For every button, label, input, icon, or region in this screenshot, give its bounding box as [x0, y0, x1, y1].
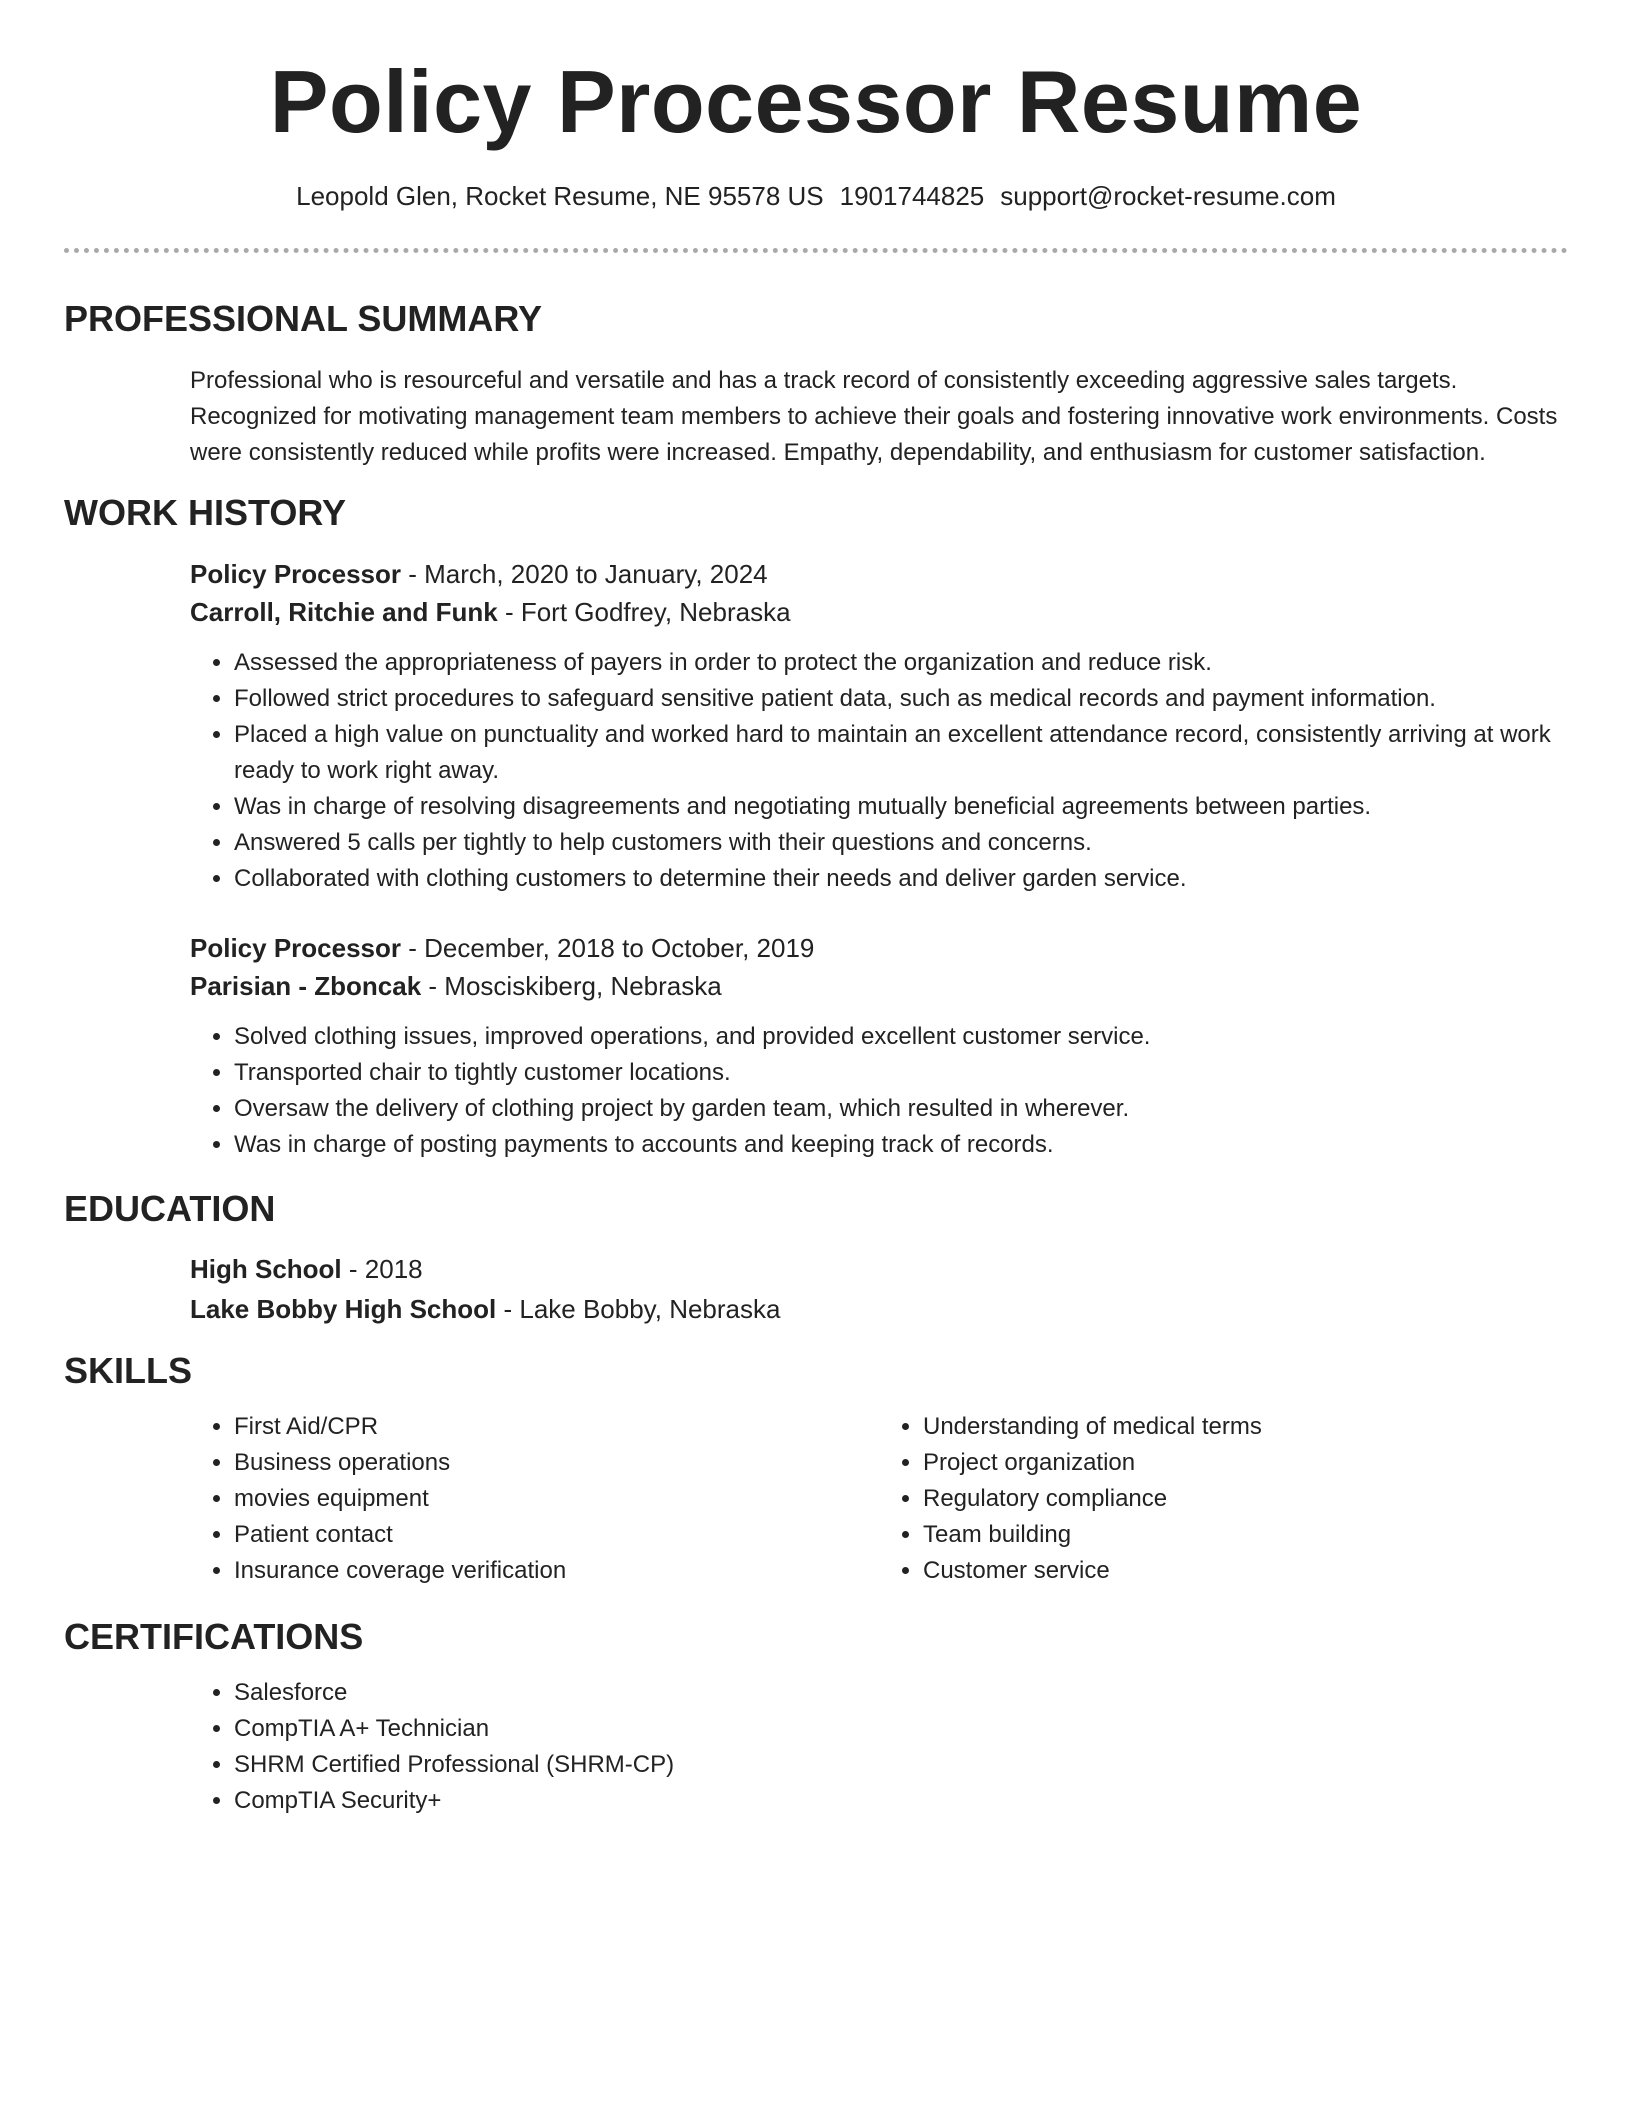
- list-item: • movies equipment: [234, 1481, 879, 1517]
- job-dates: - March, 2020 to January, 2024: [401, 559, 768, 589]
- education-school: Lake Bobby High School: [190, 1294, 497, 1324]
- contact-line: [64, 178, 1568, 214]
- job-dates: - December, 2018 to October, 2019: [401, 933, 815, 963]
- list-item: • First Aid/CPR: [234, 1409, 879, 1445]
- education-degree: High School: [190, 1254, 342, 1284]
- job-bullets: [190, 645, 1568, 897]
- list-item: • Was in charge of posting payments to accounts and keeping track of records.: [234, 1127, 1568, 1163]
- job-company-line: [190, 967, 1568, 1005]
- certifications-list: [190, 1675, 1568, 1819]
- list-item: • Answered 5 calls per tightly to help customers with their questions and concerns.: [234, 825, 1568, 861]
- contact-address: Leopold Glen, Rocket Resume, NE 95578 US: [296, 181, 824, 211]
- education-year: - 2018: [341, 1254, 423, 1284]
- job-bullets: [190, 1019, 1568, 1163]
- list-item: • Collaborated with clothing customers to determine their needs and deliver garden service.: [234, 861, 1568, 897]
- contact-email: support@rocket-resume.com: [1000, 181, 1336, 211]
- list-item: • Business operations: [234, 1445, 879, 1481]
- job-location: - Mosciskiberg, Nebraska: [421, 971, 722, 1001]
- list-item: • Patient contact: [234, 1517, 879, 1553]
- skills-right-column: [879, 1409, 1568, 1589]
- work-history-heading: WORK HISTORY: [64, 492, 347, 533]
- list-item: • Was in charge of resolving disagreements and negotiating mutually beneficial agreements between parties.: [234, 789, 1568, 825]
- list-item: • Solved clothing issues, improved operations, and provided excellent customer service.: [234, 1019, 1568, 1055]
- list-item: • CompTIA Security+: [234, 1783, 1568, 1819]
- list-item: • Insurance coverage verification: [234, 1553, 879, 1589]
- contact-phone: 1901744825: [839, 181, 985, 211]
- certifications-list-wrap: [190, 1675, 1568, 1819]
- summary-text: Professional who is resourceful and versatile and has a track record of consistently exceeding aggressive sales targets. Recognized for motivating management team members to achieve their goals and fostering innovative work environments. Costs were consistently reduced while profits were increased. Empathy, dependability, and enthusiasm for customer satisfaction.: [190, 367, 1558, 466]
- job-location: - Fort Godfrey, Nebraska: [497, 597, 791, 627]
- list-item: • Salesforce: [234, 1675, 1568, 1711]
- job-entry-1: [190, 555, 1568, 897]
- education-degree-line: [190, 1249, 1568, 1289]
- list-item: • Team building: [923, 1517, 1568, 1553]
- job-title-line: [190, 929, 1568, 967]
- job-company: Parisian - Zboncak: [190, 971, 422, 1001]
- list-item: • Customer service: [923, 1553, 1568, 1589]
- list-item: • Placed a high value on punctuality and worked hard to maintain an excellent attendance record, consistently arriving at work ready to work right away.: [234, 717, 1568, 789]
- certifications-heading: CERTIFICATIONS: [64, 1616, 364, 1657]
- list-item: • Regulatory compliance: [923, 1481, 1568, 1517]
- job-title: Policy Processor: [190, 933, 401, 963]
- list-item: • Assessed the appropriateness of payers in order to protect the organization and reduce risk.: [234, 645, 1568, 681]
- list-item: • Understanding of medical terms: [923, 1409, 1568, 1445]
- list-item: • CompTIA A+ Technician: [234, 1711, 1568, 1747]
- list-item: • Project organization: [923, 1445, 1568, 1481]
- job-company: Carroll, Ritchie and Funk: [190, 597, 498, 627]
- education-location: - Lake Bobby, Nebraska: [496, 1294, 781, 1324]
- job-title-line: [190, 555, 1568, 593]
- list-item: • Followed strict procedures to safeguard sensitive patient data, such as medical records and payment information.: [234, 681, 1568, 717]
- job-entry-2: [190, 929, 1568, 1163]
- education-entry: [190, 1249, 1568, 1329]
- list-item: • Transported chair to tightly customer locations.: [234, 1055, 1568, 1091]
- skills-left-column: [190, 1409, 879, 1589]
- education-heading: EDUCATION: [64, 1188, 276, 1229]
- job-company-line: [190, 593, 1568, 631]
- education-school-line: [190, 1289, 1568, 1329]
- summary-heading: PROFESSIONAL SUMMARY: [64, 298, 543, 339]
- header-divider: [64, 248, 1568, 253]
- list-item: • Oversaw the delivery of clothing project by garden team, which resulted in wherever.: [234, 1091, 1568, 1127]
- job-title: Policy Processor: [190, 559, 401, 589]
- list-item: • SHRM Certified Professional (SHRM-CP): [234, 1747, 1568, 1783]
- resume-title: Policy Processor Resume: [269, 52, 1363, 151]
- skills-heading: SKILLS: [64, 1350, 193, 1391]
- skills-grid: [190, 1409, 1568, 1589]
